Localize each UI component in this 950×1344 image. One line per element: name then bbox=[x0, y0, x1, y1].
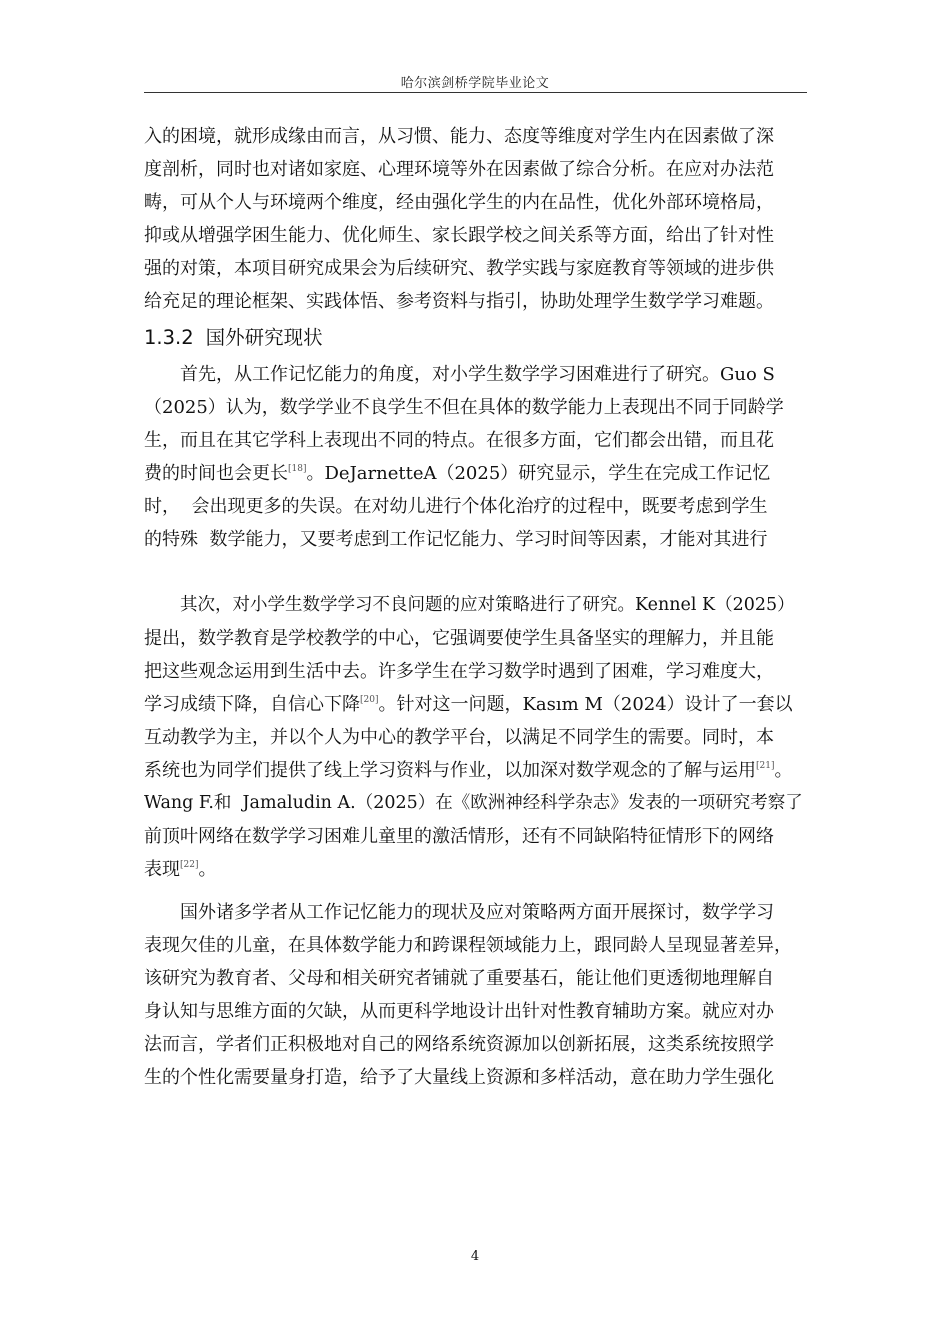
text-line: 首先，从工作记忆能力的角度，对小学生数学学习困难进行了研究。Guo S bbox=[180, 364, 775, 385]
header-rule bbox=[144, 92, 807, 93]
text-line: 法而言，学者们正积极地对自己的网络系统资源加以创新拓展，这类系统按照学 bbox=[144, 1034, 774, 1055]
text-line: 提出，数学教育是学校教学的中心，它强调要使学生具备坚实的理解力，并且能 bbox=[144, 628, 774, 649]
text-segment: 。 bbox=[198, 859, 217, 880]
paragraph-working-memory bbox=[144, 358, 807, 589]
text-line: 畴，可从个人与环境两个维度，经由强化学生的内在品性，优化外部环境格局， bbox=[144, 192, 774, 213]
text-segment: 系统也为同学们提供了线上学习资料与作业，以加深对数学观念的了解与运用 bbox=[144, 760, 756, 781]
text-segment: 学习成绩下降，自信心下降 bbox=[144, 694, 360, 715]
text-line: 该研究为教育者、父母和相关研究者铺就了重要基石，能让他们更透彻地理解自 bbox=[144, 968, 774, 989]
text-segment: 。DeJarnetteA（2025）研究显示，学生在完成工作记忆 bbox=[306, 463, 771, 484]
text-segment: 。针对这一问题，Kasım M（2024）设计了一套以 bbox=[378, 694, 793, 715]
text-line: 强的对策，本项目研究成果会为后续研究、教学实践与家庭教育等领域的进步供 bbox=[144, 258, 774, 279]
text-line: 给充足的理论框架、实践体悟、参考资料与指引，协助处理学生数学学习难题。 bbox=[144, 291, 774, 312]
text-line bbox=[144, 556, 807, 589]
text-line: 前顶叶网络在数学学习困难儿童里的激活情形，还有不同缺陷特征情形下的网络 bbox=[144, 826, 774, 847]
paragraph-strategies bbox=[144, 589, 807, 886]
text-line: （2025）认为，数学学业不良学生不但在具体的数学能力上表现出不同于同龄学 bbox=[144, 397, 784, 418]
text-line bbox=[144, 754, 807, 787]
citation-18: [18] bbox=[288, 464, 307, 474]
running-header: 哈尔滨剑桥学院毕业论文 bbox=[400, 76, 550, 91]
section-heading bbox=[144, 318, 807, 358]
text-line: 国外诸多学者从工作记忆能力的现状及应对策略两方面开展探讨，数学学习 bbox=[180, 902, 774, 923]
text-line bbox=[144, 688, 807, 721]
page-number: 4 bbox=[470, 1249, 480, 1264]
text-line: 其次，对小学生数学学习不良问题的应对策略进行了研究。Kennel K（2025） bbox=[180, 595, 795, 615]
text-line: 互动教学为主，并以个人为中心的教学平台，以满足不同学生的需要。同时，本 bbox=[144, 727, 774, 748]
text-line: 生的个性化需要量身打造，给予了大量线上资源和多样活动，意在助力学生强化 bbox=[144, 1067, 774, 1088]
text-line: 度剖析，同时也对诸如家庭、心理环境等外在因素做了综合分析。在应对办法范 bbox=[144, 159, 774, 180]
text-line: 表现欠佳的儿童，在具体数学能力和跨课程领域能力上，跟同龄人呈现显著差异， bbox=[144, 935, 792, 956]
text-segment: 。 bbox=[774, 760, 793, 781]
paragraph-gap bbox=[144, 886, 807, 896]
text-line: 的特殊 数学能力，又要考虑到工作记忆能力、学习时间等因素，才能对其进行 bbox=[144, 529, 768, 550]
text-line: 把这些观念运用到生活中去。许多学生在学习数学时遇到了困难，学习难度大， bbox=[144, 661, 774, 682]
text-line: 入的困境，就形成缘由而言，从习惯、能力、态度等维度对学生内在因素做了深 bbox=[144, 126, 774, 147]
paragraph-continuation bbox=[144, 120, 807, 318]
citation-21: [21] bbox=[756, 761, 775, 771]
paragraph-summary bbox=[144, 896, 807, 1094]
text-line: 身认知与思维方面的欠缺，从而更科学地设计出针对性教育辅助方案。就应对办 bbox=[144, 1001, 774, 1022]
text-line: 生，而且在其它学科上表现出不同的特点。在很多方面，它们都会出错，而且花 bbox=[144, 430, 774, 451]
text-line: Wang F.和 Jamaludin A.（2025）在《欧洲神经科学杂志》发表的一项研究考察了 bbox=[144, 793, 803, 813]
text-segment: 表现 bbox=[144, 859, 180, 880]
section-title: 国外研究现状 bbox=[205, 326, 323, 349]
text-line: 时， 会出现更多的失误。在对幼儿进行个体化治疗的过程中，既要考虑到学生 bbox=[144, 496, 768, 517]
citation-20: [20] bbox=[360, 695, 379, 705]
section-number: 1.3.2 bbox=[144, 326, 194, 349]
text-segment: 费的时间也会更长 bbox=[144, 463, 288, 484]
page-body bbox=[144, 120, 807, 1094]
citation-22: [22] bbox=[180, 860, 199, 870]
text-line bbox=[144, 853, 807, 886]
text-line bbox=[144, 457, 807, 490]
text-line: 抑或从增强学困生能力、优化师生、家长跟学校之间关系等方面，给出了针对性 bbox=[144, 225, 774, 246]
